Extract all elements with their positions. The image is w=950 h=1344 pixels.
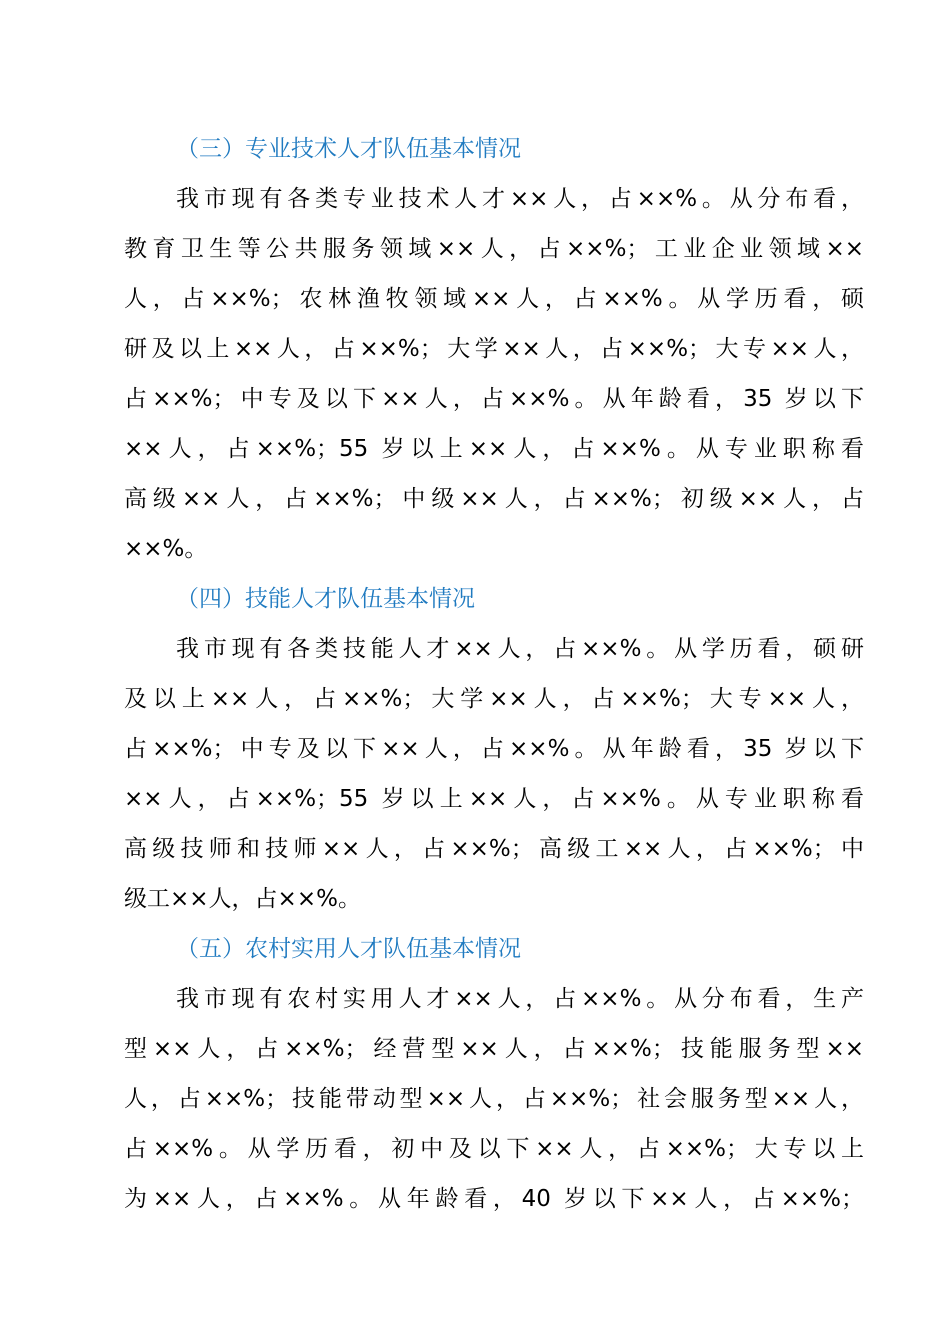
- section-heading-5: （五）农村实用人才队伍基本情况: [176, 936, 521, 962]
- paragraph-line: 高级××人，占××%；中级××人，占××%；初级××人，占: [124, 486, 864, 512]
- paragraph-line: 人，占××%；农林渔牧领域××人，占××%。从学历看，硕: [124, 286, 864, 312]
- paragraph-line: 高级技师和技师××人，占××%；高级工××人，占××%；中: [124, 836, 864, 862]
- paragraph-line: 为××人，占××%。从年龄看，40 岁以下××人，占××%；: [124, 1186, 864, 1212]
- paragraph-line: ××人，占××%；55 岁以上××人，占××%。从专业职称看: [124, 436, 864, 462]
- paragraph-line: 占××%；中专及以下××人，占××%。从年龄看，35 岁以下: [124, 386, 864, 412]
- paragraph-line: 级工××人，占××%。: [124, 886, 361, 912]
- paragraph-line: ××%。: [124, 536, 208, 562]
- paragraph-line: 型××人，占××%；经营型××人，占××%；技能服务型××: [124, 1036, 864, 1062]
- paragraph-line: ××人，占××%；55 岁以上××人，占××%。从专业职称看: [124, 786, 864, 812]
- paragraph-line: 研及以上××人，占××%；大学××人，占××%；大专××人，: [124, 336, 864, 362]
- paragraph-line: 教育卫生等公共服务领域××人，占××%；工业企业领域××: [124, 236, 864, 262]
- paragraph-line: 人，占××%；技能带动型××人，占××%；社会服务型××人，: [124, 1086, 864, 1112]
- paragraph-line: 我市现有各类技能人才××人，占××%。从学历看，硕研: [176, 636, 864, 662]
- document-body: [124, 124, 864, 1224]
- section-heading-4: （四）技能人才队伍基本情况: [176, 586, 475, 612]
- paragraph-line: 及以上××人，占××%；大学××人，占××%；大专××人，: [124, 686, 864, 712]
- section-heading-3: （三）专业技术人才队伍基本情况: [176, 136, 521, 162]
- paragraph-line: 占××%。从学历看，初中及以下××人，占××%；大专以上: [124, 1136, 864, 1162]
- paragraph-line: 我市现有各类专业技术人才××人，占××%。从分布看，: [176, 186, 864, 212]
- paragraph-line: 我市现有农村实用人才××人，占××%。从分布看，生产: [176, 986, 864, 1012]
- paragraph-line: 占××%；中专及以下××人，占××%。从年龄看，35 岁以下: [124, 736, 864, 762]
